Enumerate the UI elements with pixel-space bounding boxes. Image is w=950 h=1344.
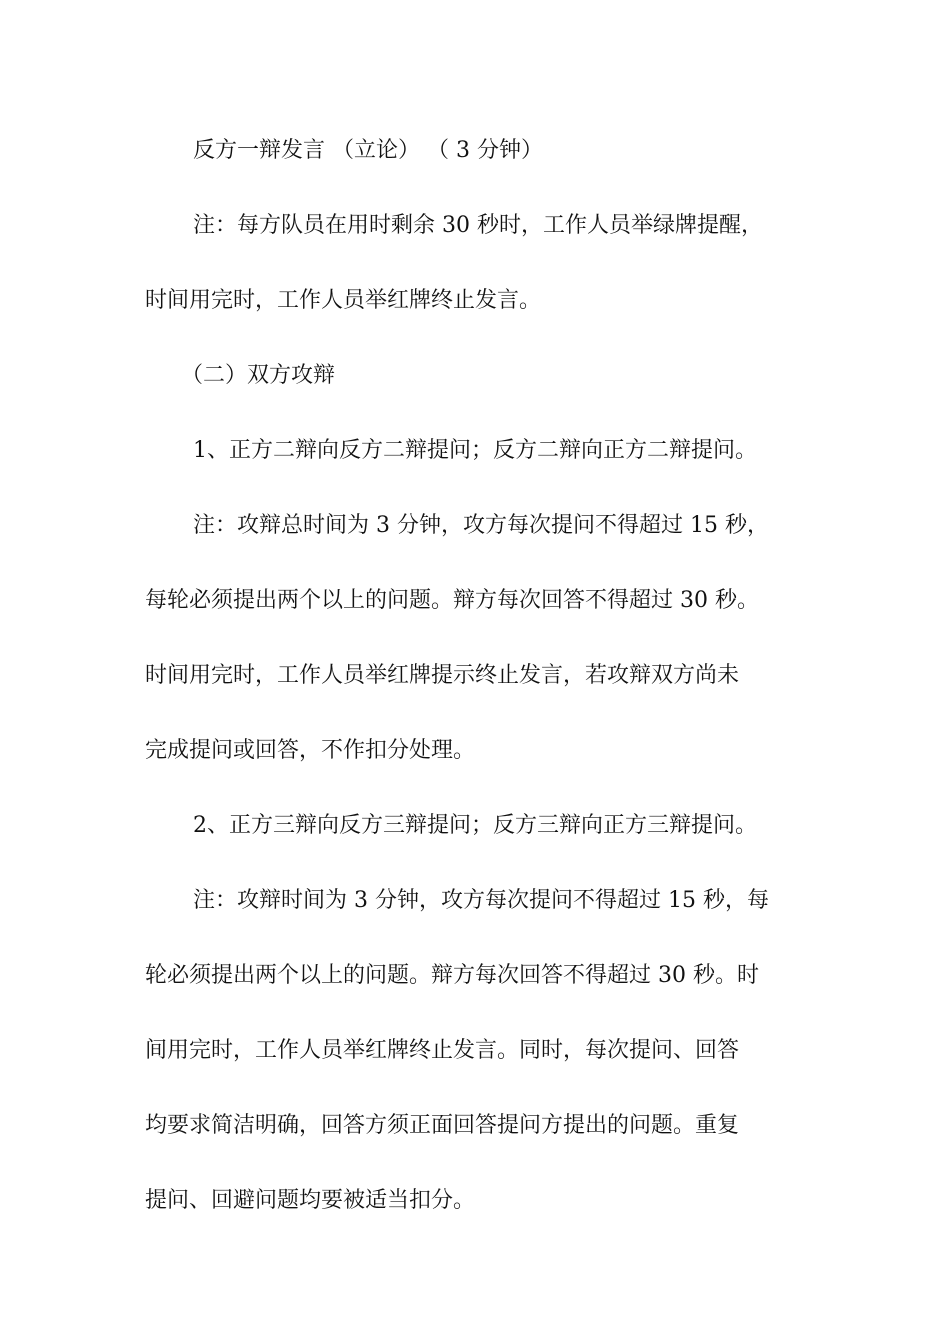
- text-line-7: 每轮必须提出两个以上的问题。辩方每次回答不得超过 30 秒。: [145, 588, 759, 613]
- text-line-8: 时间用完时，工作人员举红牌提示终止发言，若攻辩双方尚未: [145, 663, 740, 688]
- text-line-1: 反方一辩发言 （立论） （ 3 分钟）: [193, 138, 543, 163]
- text-line-6: 注：攻辩总时间为 3 分钟，攻方每次提问不得超过 15 秒，: [193, 513, 769, 538]
- text-line-15: 提问、回避问题均要被适当扣分。: [145, 1188, 476, 1213]
- text-line-12: 轮必须提出两个以上的问题。辩方每次回答不得超过 30 秒。时: [145, 963, 759, 988]
- text-line-2: 注：每方队员在用时剩余 30 秒时，工作人员举绿牌提醒，: [193, 213, 763, 238]
- text-line-14: 均要求简洁明确，回答方须正面回答提问方提出的问题。重复: [145, 1113, 740, 1138]
- text-line-9: 完成提问或回答，不作扣分处理。: [145, 738, 476, 763]
- text-line-5: 1、正方二辩向反方二辩提问；反方二辩向正方二辩提问。: [193, 438, 757, 463]
- section-heading: （二）双方攻辩: [181, 363, 336, 388]
- text-line-3: 时间用完时，工作人员举红牌终止发言。: [145, 288, 542, 313]
- text-line-11: 注：攻辩时间为 3 分钟，攻方每次提问不得超过 15 秒，每: [193, 888, 769, 913]
- text-line-13: 间用完时，工作人员举红牌终止发言。同时，每次提问、回答: [145, 1038, 740, 1063]
- text-line-10: 2、正方三辩向反方三辩提问；反方三辩向正方三辩提问。: [193, 813, 757, 838]
